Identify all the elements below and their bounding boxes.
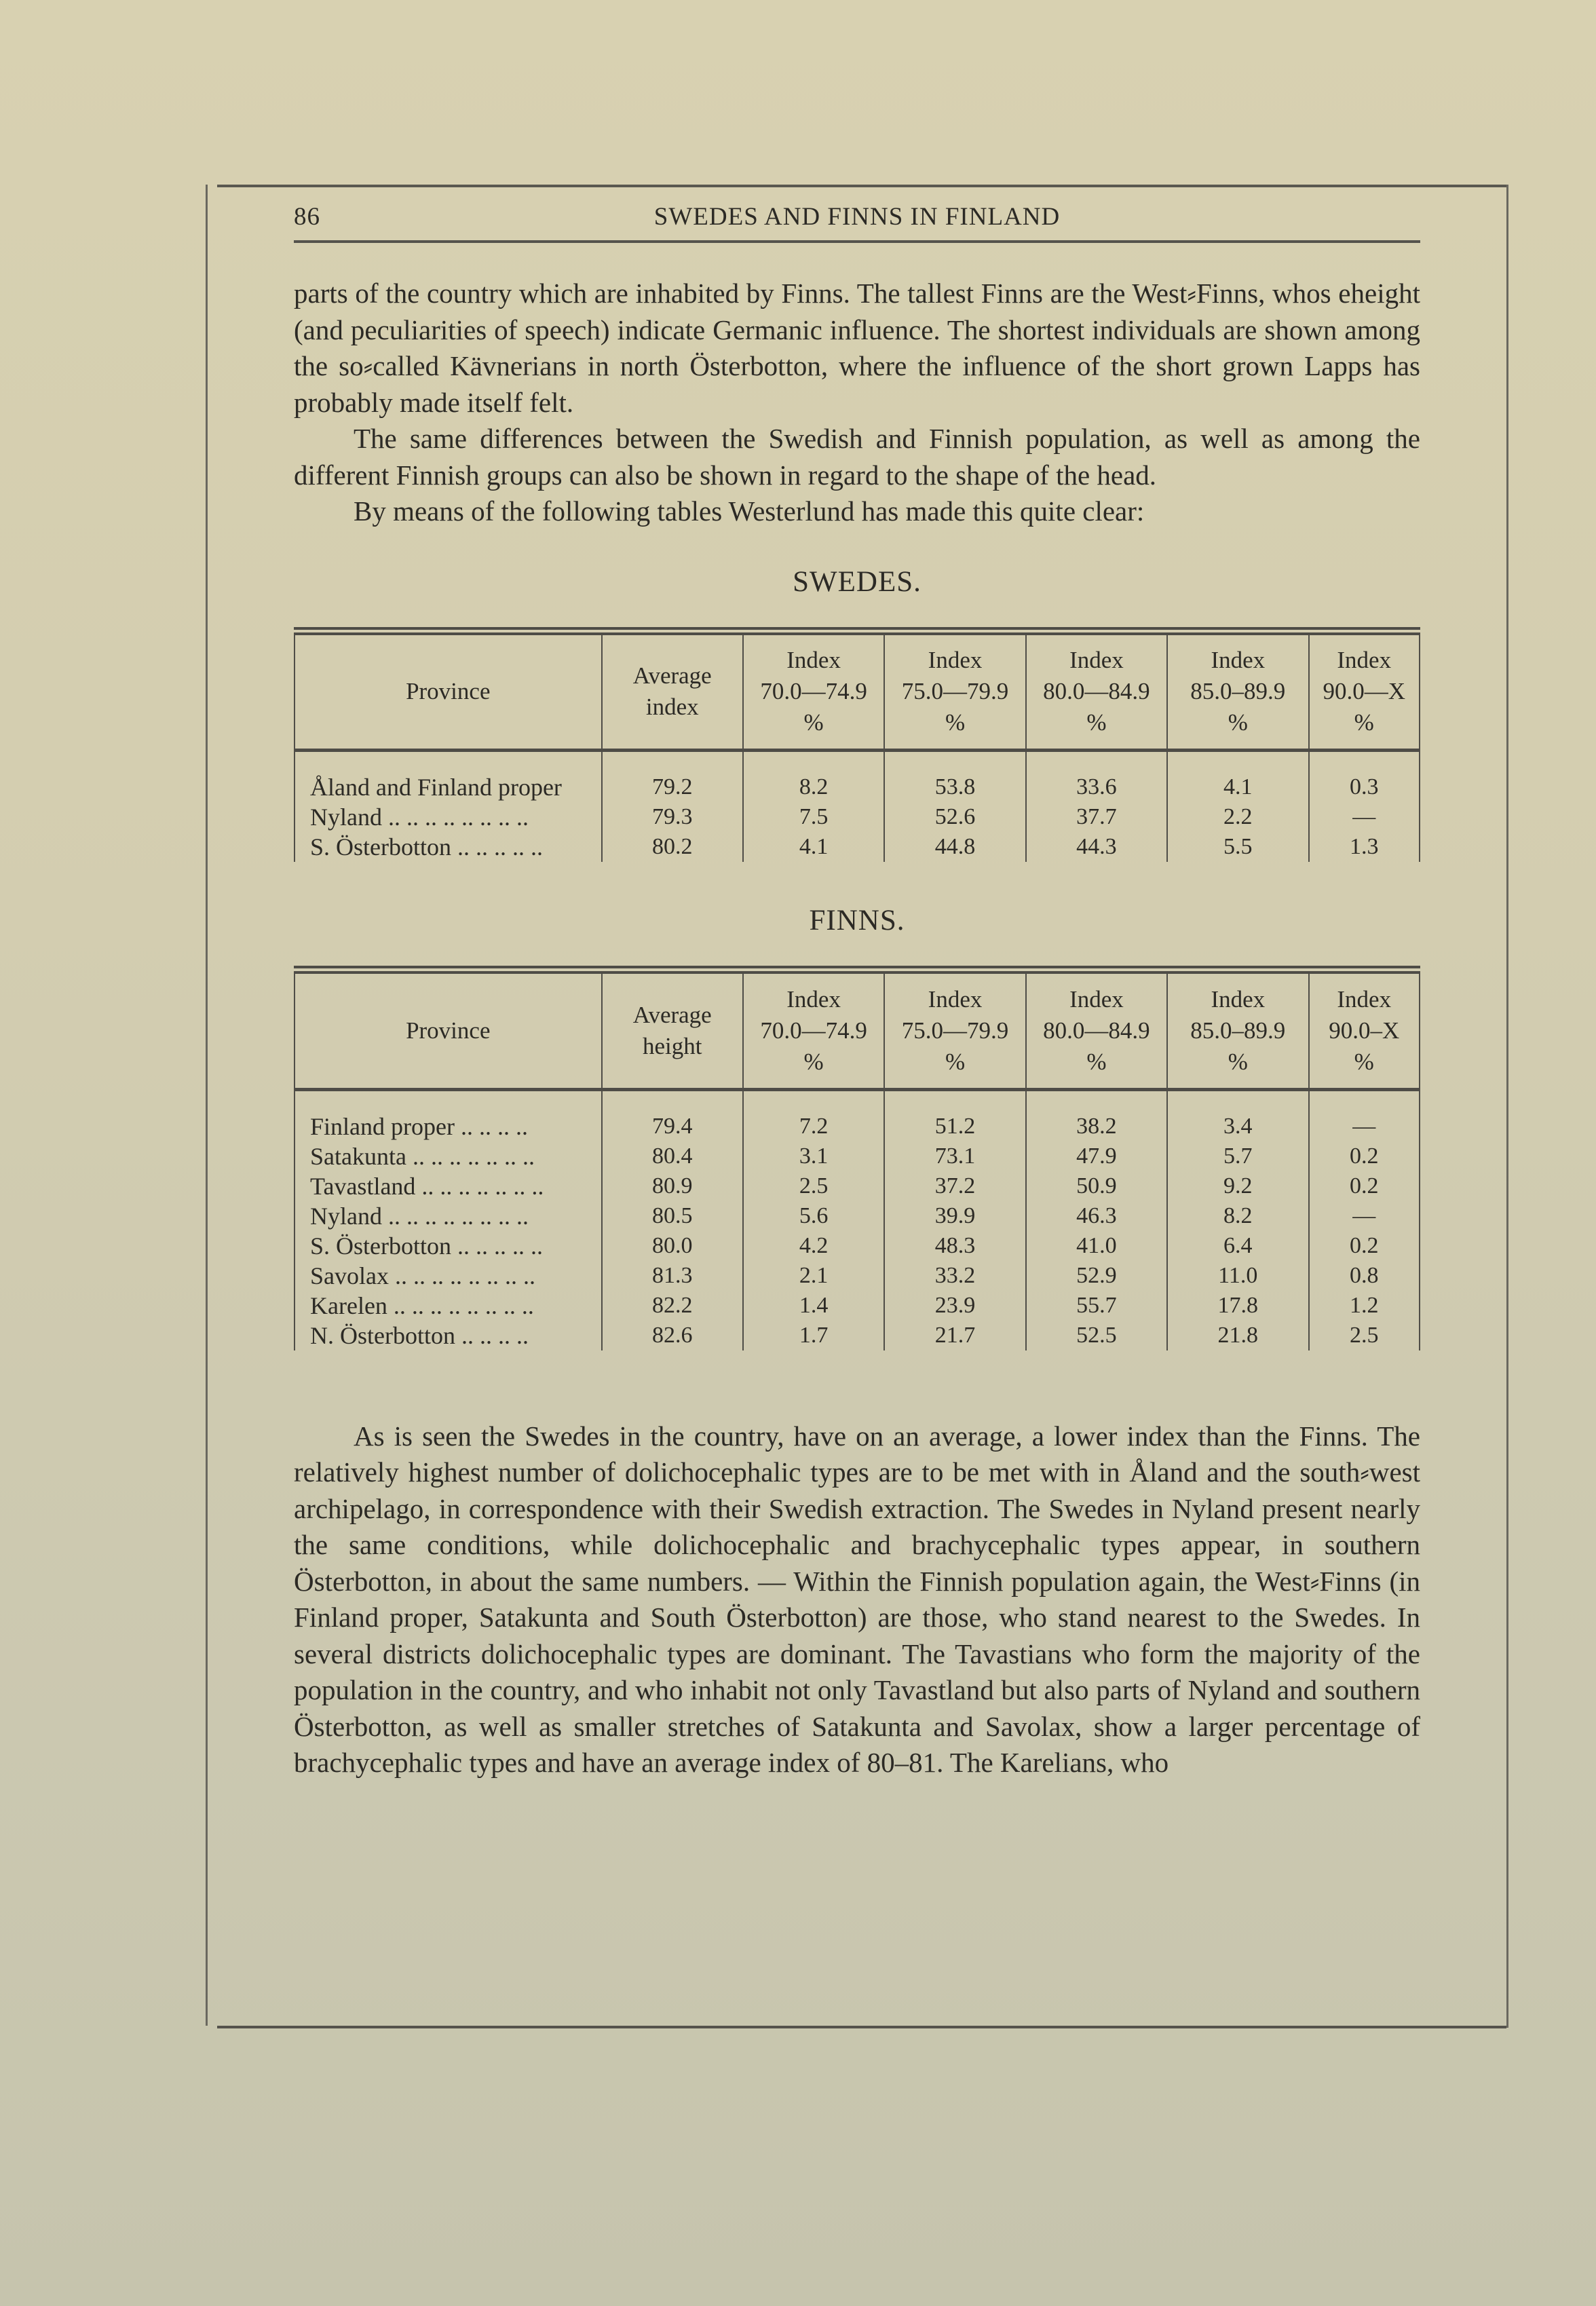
table-row [294,832,1420,862]
cell-index-90-x: 0.2 [1309,1141,1420,1171]
cell-index-70-74: 2.5 [743,1171,884,1201]
table-row [294,1201,1420,1231]
cell-average: 79.4 [602,1089,743,1141]
cell-province: Tavastland .. .. .. .. .. .. .. [294,1171,602,1201]
page-frame-right-rule [1506,185,1508,2028]
swedes-header-row [294,635,1420,751]
cell-province: Finland proper .. .. .. .. [294,1089,602,1141]
cell-average: 81.3 [602,1261,743,1291]
cell-index-70-74: 1.4 [743,1291,884,1321]
cell-index-75-79: 37.2 [884,1171,1025,1201]
cell-index-75-79: 53.8 [884,751,1025,803]
cell-index-75-79: 51.2 [884,1089,1025,1141]
cell-index-85-89: 6.4 [1167,1231,1308,1261]
header-index-80-84: Index 80.0—84.9 % [1026,974,1167,1089]
cell-province: S. Österbotton .. .. .. .. .. [294,832,602,862]
table-row [294,1291,1420,1321]
cell-index-70-74: 5.6 [743,1201,884,1231]
finns-header-row [294,974,1420,1089]
cell-index-75-79: 21.7 [884,1321,1025,1350]
cell-average: 82.2 [602,1291,743,1321]
swedes-table-body [294,751,1420,863]
cell-average: 79.3 [602,802,743,832]
header-index-70-74: Index 70.0—74.9 % [743,635,884,751]
cell-index-80-84: 52.9 [1026,1261,1167,1291]
finns-table-body [294,1089,1420,1350]
cell-index-70-74: 3.1 [743,1141,884,1171]
cell-average: 80.5 [602,1201,743,1231]
cell-index-80-84: 52.5 [1026,1321,1167,1350]
header-index-75-79: Index 75.0—79.9 % [884,635,1025,751]
header-index-75-79: Index 75.0—79.9 % [884,974,1025,1089]
header-index-70-74: Index 70.0—74.9 % [743,974,884,1089]
cell-index-75-79: 23.9 [884,1291,1025,1321]
header-average-index: Average index [602,635,743,751]
page-frame-left-rule [206,185,208,2026]
cell-index-70-74: 8.2 [743,751,884,803]
swedes-table-top-rule [294,627,1420,635]
paragraph-head-shape: The same differences between the Swedish and Finnish population, as well as among the different Finnish groups can also be shown in regard to the shape of the head. [294,423,1420,491]
cell-index-70-74: 2.1 [743,1261,884,1291]
running-head [294,197,1420,238]
cell-province: N. Österbotton .. .. .. .. [294,1321,602,1350]
header-rule [294,240,1420,243]
cell-index-80-84: 46.3 [1026,1201,1167,1231]
cell-index-90-x: — [1309,1089,1420,1141]
cell-province: S. Österbotton .. .. .. .. .. [294,1231,602,1261]
cell-province: Karelen .. .. .. .. .. .. .. .. [294,1291,602,1321]
swedes-table-title: SWEDES. [793,565,922,598]
header-index-85-89: Index 85.0‒89.9 % [1167,974,1308,1089]
header-index-85-89: Index 85.0‒89.9 % [1167,635,1308,751]
cell-index-85-89: 8.2 [1167,1201,1308,1231]
finns-table [294,974,1420,1350]
cell-average: 80.9 [602,1171,743,1201]
header-index-90-x: Index 90.0—X % [1309,635,1420,751]
cell-average: 79.2 [602,751,743,803]
cell-index-90-x: 2.5 [1309,1321,1420,1350]
cell-index-90-x: 0.3 [1309,751,1420,803]
header-province: Province [294,974,602,1089]
table-row [294,751,1420,803]
cell-average: 80.2 [602,832,743,862]
cell-index-75-79: 33.2 [884,1261,1025,1291]
cell-index-70-74: 4.1 [743,832,884,862]
table-row [294,1171,1420,1201]
cell-index-80-84: 44.3 [1026,832,1167,862]
cell-index-85-89: 5.7 [1167,1141,1308,1171]
cell-index-80-84: 47.9 [1026,1141,1167,1171]
cell-index-75-79: 52.6 [884,802,1025,832]
cell-index-85-89: 11.0 [1167,1261,1308,1291]
cell-index-85-89: 3.4 [1167,1089,1308,1141]
header-average-height: Average height [602,974,743,1089]
cell-average: 80.4 [602,1141,743,1171]
swedes-table-container [294,627,1420,863]
swedes-table [294,635,1420,863]
cell-index-90-x: 0.2 [1309,1171,1420,1201]
cell-index-80-84: 41.0 [1026,1231,1167,1261]
finns-table-container [294,966,1420,1350]
cell-index-85-89: 2.2 [1167,802,1308,832]
paragraph-continued: parts of the country which are inhabited by Finns. The tallest Finns are the West⸗Finns, whos eheight (and peculiarities of speech) indicate Germanic influence. The shortest individuals are shown among the so⸗called Kävnerians in north Österbotton, where the influence of the short grown Lapps has probably made itself felt. [294,278,1420,418]
cell-average: 82.6 [602,1321,743,1350]
cell-index-90-x: 1.3 [1309,832,1420,862]
cell-index-80-84: 33.6 [1026,751,1167,803]
cell-index-70-74: 1.7 [743,1321,884,1350]
finns-table-top-rule [294,966,1420,974]
table-row [294,1321,1420,1350]
paragraph-tables-intro: By means of the following tables Westerlund has made this quite clear: [354,495,1145,527]
cell-index-90-x: 1.2 [1309,1291,1420,1321]
cell-index-70-74: 4.2 [743,1231,884,1261]
cell-index-70-74: 7.5 [743,802,884,832]
cell-province: Nyland .. .. .. .. .. .. .. .. [294,1201,602,1231]
cell-index-85-89: 5.5 [1167,832,1308,862]
running-title: SWEDES AND FINNS IN FINLAND [653,203,1061,231]
cell-index-75-79: 44.8 [884,832,1025,862]
cell-index-90-x: — [1309,1201,1420,1231]
cell-index-90-x: — [1309,802,1420,832]
header-province: Province [294,635,602,751]
header-index-90-x: Index 90.0‒X % [1309,974,1420,1089]
cell-average: 80.0 [602,1231,743,1261]
table-row [294,802,1420,832]
cell-index-80-84: 38.2 [1026,1089,1167,1141]
cell-index-85-89: 9.2 [1167,1171,1308,1201]
table-row [294,1089,1420,1141]
cell-province: Savolax .. .. .. .. .. .. .. .. [294,1261,602,1291]
cell-province: Nyland .. .. .. .. .. .. .. .. [294,802,602,832]
page-frame-bottom-rule [217,2026,1506,2028]
table-row [294,1261,1420,1291]
header-index-80-84: Index 80.0—84.9 % [1026,635,1167,751]
book-page [294,197,1420,1781]
page-number: 86 [294,203,320,231]
cell-index-85-89: 17.8 [1167,1291,1308,1321]
cell-index-75-79: 39.9 [884,1201,1025,1231]
cell-province: Åland and Finland proper [294,751,602,803]
cell-index-90-x: 0.2 [1309,1231,1420,1261]
cell-index-85-89: 21.8 [1167,1321,1308,1350]
cell-index-80-84: 55.7 [1026,1291,1167,1321]
cell-index-80-84: 37.7 [1026,802,1167,832]
table-row [294,1141,1420,1171]
page-frame-top-rule [217,185,1506,187]
cell-province: Satakunta .. .. .. .. .. .. .. [294,1141,602,1171]
cell-index-70-74: 7.2 [743,1089,884,1141]
paragraph-conclusion: As is seen the Swedes in the country, have on an average, a lower index than the Finns. The relatively highest number of dolichocephalic types are to be met with in Åland and the south⸗west archipelago, in correspondence with their Swedish extraction. The Swedes in Nyland present nearly the same conditions, while dolichocephalic and brachycephalic types appear, in southern Österbotton, in about the same numbers. — Within the Finnish population again, the West⸗Finns (in Finland proper, Satakunta and South Österbotton) are those, who stand nearest to the Swedes. In several districts dolichocephalic types are dominant. The Tavastians who form the majority of the population in the country, and who inhabit not only Tavastland but also parts of Nyland and southern Österbotton, as well as smaller stretches of Satakunta and Savolax, show a larger percentage of brachycephalic types and have an average index of 80‒81. The Karelians, who [294,1420,1420,1778]
cell-index-75-79: 48.3 [884,1231,1025,1261]
cell-index-75-79: 73.1 [884,1141,1025,1171]
cell-index-80-84: 50.9 [1026,1171,1167,1201]
finns-table-title: FINNS. [809,905,905,937]
cell-index-90-x: 0.8 [1309,1261,1420,1291]
cell-index-85-89: 4.1 [1167,751,1308,803]
table-row [294,1231,1420,1261]
